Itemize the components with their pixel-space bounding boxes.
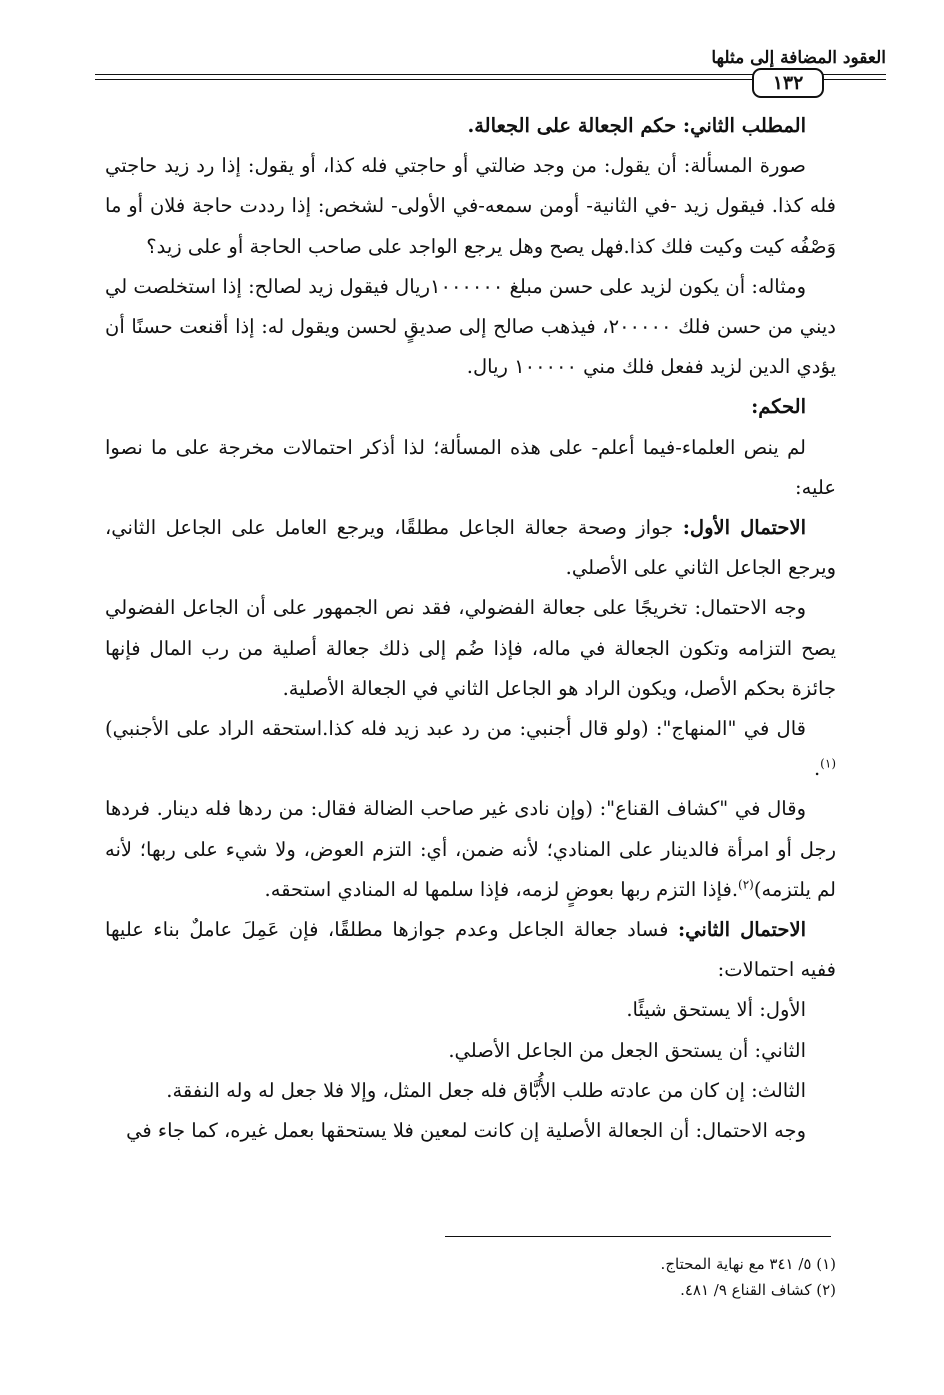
paragraph-issue-form: صورة المسألة: أن يقول: من وجد ضالتي أو حاجتي فله كذا، أو يقول: إذا رد زيد حاجتي فله كذا. فيقول زيد -في الثانية- أومن سمعه-في الأولى- لشخص: إذا رددت حاجة فلان أو ما وَصْفُه كيت وكيت فلك كذا.فهل يصح وهل يرجع الواجد على صاحب الحاجة أو على زيد؟ <box>105 154 836 258</box>
minhaj-quote-end: . <box>813 757 821 781</box>
running-title: العقود المضافة إلى مثلها <box>711 48 886 68</box>
list-item-option-3: الثالث: إن كان من عادته طلب الأُبَّاق فله جعل المثل، وإلا فلا جعل له وله النفقة. <box>166 1078 806 1102</box>
footnote-ref-2: (٢) <box>738 877 754 892</box>
footnote-1: (١) ٥/ ٣٤١ مع نهاية المحتاج. <box>660 1255 836 1273</box>
footnote-separator <box>445 1236 831 1237</box>
footnote-2: (٢) كشاف القناع ٩/ ٤٨١. <box>680 1281 836 1299</box>
paragraph-ruling-intro: لم ينص العلماء-فيما أعلم- على هذه المسألة؛ لذا أذكر احتمالات مخرجة على ما نصوا عليه: <box>105 435 836 499</box>
section-heading: المطلب الثاني: حكم الجعالة على الجعالة. <box>467 114 806 137</box>
list-item-option-2: الثاني: أن يستحق الجعل من الجاعل الأصلي. <box>448 1038 806 1062</box>
minhaj-quote-text: قال في "المنهاج": (ولو قال أجنبي: من رد عبد زيد فله كذا.استحقه الراد على الأجنبي) <box>105 717 806 741</box>
paragraph-minhaj-quote <box>105 709 836 789</box>
footnotes <box>300 1251 836 1303</box>
list-item-option-1: الأول: ألا يستحق شيئًا. <box>626 998 806 1022</box>
paragraph-kashshaf-quote <box>105 789 836 910</box>
kashshaf-quote-text: وقال في "كشاف القناع": (وإن نادى غير صاحب الضالة فقال: من ردها فله دينار. فردها رجل أو امرأة فالدينار على المنادي؛ لأنه ضمن، أي: التزم العوض، ولا شيء على ربها؛ لأنه لم يلتزمه) <box>105 797 836 901</box>
footnote-ref-1: (١) <box>820 756 836 771</box>
second-possibility-text: فساد جعالة الجاعل وعدم جوازها مطلقًا، فإن عَمِلَ عاملٌ بناء عليها ففيه احتمالات: <box>105 918 836 982</box>
first-possibility-text: جواز وصحة جعالة الجاعل مطلقًا، ويرجع العامل على الجاعل الثاني، ويرجع الجاعل الثاني على الأصلي. <box>105 516 836 580</box>
body-text <box>105 106 836 1151</box>
first-possibility-label: الاحتمال الأول: <box>682 516 806 540</box>
paragraph-first-rationale: وجه الاحتمال: تخريجًا على جعالة الفضولي، فقد نص الجمهور على أن الجاعل الفضولي يصح التزامه وتكون الجعالة في ماله، فإذا ضُم إلى ذلك جعالة أصلية من رب المال فإنها جائزة بحكم الأصل، ويكون الراد هو الجاعل الثاني في الجعالة الأصلية. <box>105 596 836 700</box>
paragraph-first-possibility <box>105 508 836 588</box>
paragraph-second-possibility <box>105 910 836 990</box>
paragraph-example: ومثاله: أن يكون لزيد على حسن مبلغ ١٠٠٠٠٠٠ريال فيقول زيد لصالح: إذا استخلصت لي ديني من حسن فلك ٢٠٠٠٠٠، فيذهب صالح إلى صديقٍ لحسن ويقول له: إذا أقنعت حسنًا أن يؤدي الدين لزيد ففعل فلك مني ١٠٠٠٠٠ ريال. <box>105 274 836 379</box>
second-possibility-label: الاحتمال الثاني: <box>677 918 806 942</box>
page-number: ١٣٢ <box>752 68 824 98</box>
paragraph-second-rationale: وجه الاحتمال: أن الجعالة الأصلية إن كانت لمعين فلا يستحقها بعمل غيره، كما جاء في <box>126 1119 806 1143</box>
ruling-label: الحكم: <box>751 395 806 419</box>
kashshaf-quote-end: .فإذا التزم ربها بعوضٍ لزمه، فإذا سلمها له المنادي استحقه. <box>264 877 739 901</box>
